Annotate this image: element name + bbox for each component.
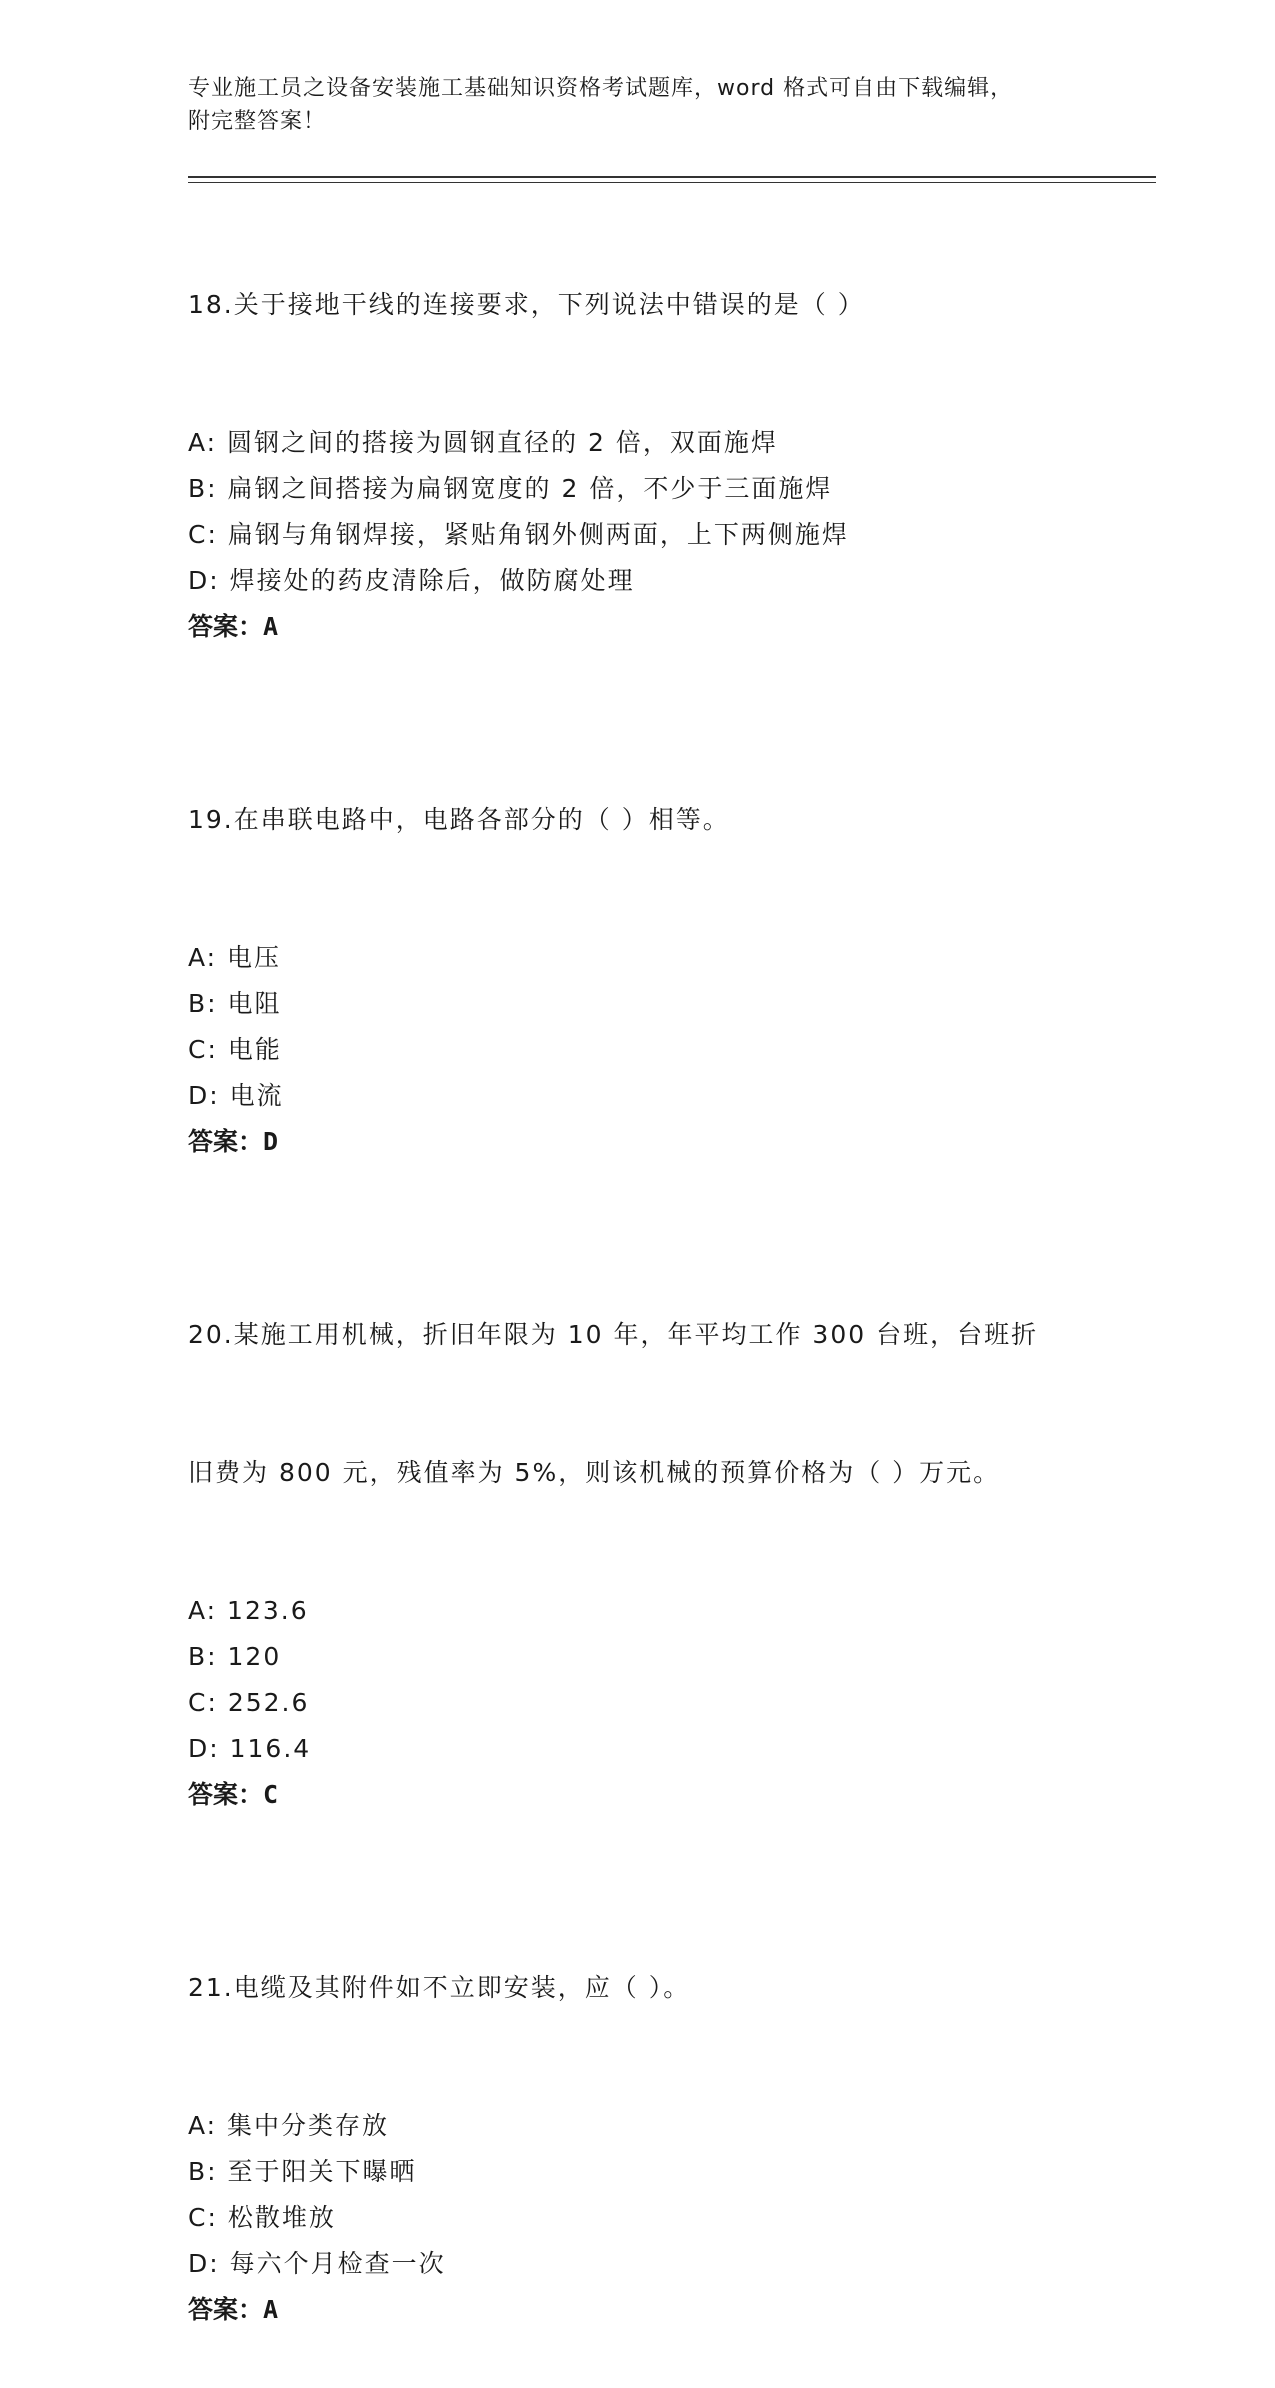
option-c: C: 电能 xyxy=(188,1035,282,1064)
option-d: D: 116.4 xyxy=(188,1734,312,1763)
stem-line: 旧费为 800 元，残值率为 5%，则该机械的预算价格为（ ）万元。 xyxy=(188,1458,1001,1487)
option-c: C: 扁钢与角钢焊接，紧贴角钢外侧两面，上下两侧施焊 xyxy=(188,520,849,549)
option-c: C: 252.6 xyxy=(188,1688,310,1717)
stem-line: 21.电缆及其附件如不立即安装，应（ ）。 xyxy=(188,1973,691,2002)
question-stem xyxy=(188,190,1108,420)
question-19 xyxy=(188,705,1108,1165)
answer: 答案：D xyxy=(188,1127,279,1156)
answer: 答案：A xyxy=(188,612,279,641)
question-stem xyxy=(188,705,1108,935)
header-line-2: 附完整答案！ xyxy=(188,109,327,134)
stem-line: 19.在串联电路中，电路各部分的（ ）相等。 xyxy=(188,805,730,834)
option-b: B: 电阻 xyxy=(188,989,282,1018)
option-b: B: 扁钢之间搭接为扁钢宽度的 2 倍，不少于三面施焊 xyxy=(188,474,833,503)
option-a: A: 圆钢之间的搭接为圆钢直径的 2 倍，双面施焊 xyxy=(188,428,778,457)
option-b: B: 120 xyxy=(188,1642,282,1671)
option-d: D: 电流 xyxy=(188,1081,284,1110)
answer: 答案：C xyxy=(188,1780,279,1809)
header-line-1: 专业施工员之设备安装施工基础知识资格考试题库，word 格式可自由下载编辑， xyxy=(188,76,1014,101)
question-stem xyxy=(188,1873,1108,2103)
question-21 xyxy=(188,1873,1108,2333)
document-header xyxy=(188,72,1088,138)
stem-line: 18.关于接地干线的连接要求，下列说法中错误的是（ ） xyxy=(188,290,865,319)
question-stem xyxy=(188,1220,1108,1588)
option-d: D: 焊接处的药皮清除后，做防腐处理 xyxy=(188,566,635,595)
option-b: B: 至于阳关下曝晒 xyxy=(188,2157,417,2186)
header-rule-thick xyxy=(188,176,1156,178)
answer: 答案：A xyxy=(188,2295,279,2324)
header-rule-thin xyxy=(188,182,1156,183)
option-d: D: 每六个月检查一次 xyxy=(188,2249,446,2278)
option-a: A: 电压 xyxy=(188,943,282,972)
question-18 xyxy=(188,190,1108,650)
question-20 xyxy=(188,1220,1108,1818)
option-a: A: 123.6 xyxy=(188,1596,309,1625)
question-list xyxy=(188,190,1108,2388)
option-a: A: 集中分类存放 xyxy=(188,2111,390,2140)
option-c: C: 松散堆放 xyxy=(188,2203,336,2232)
stem-line: 20.某施工用机械，折旧年限为 10 年，年平均工作 300 台班，台班折 xyxy=(188,1320,1039,1349)
